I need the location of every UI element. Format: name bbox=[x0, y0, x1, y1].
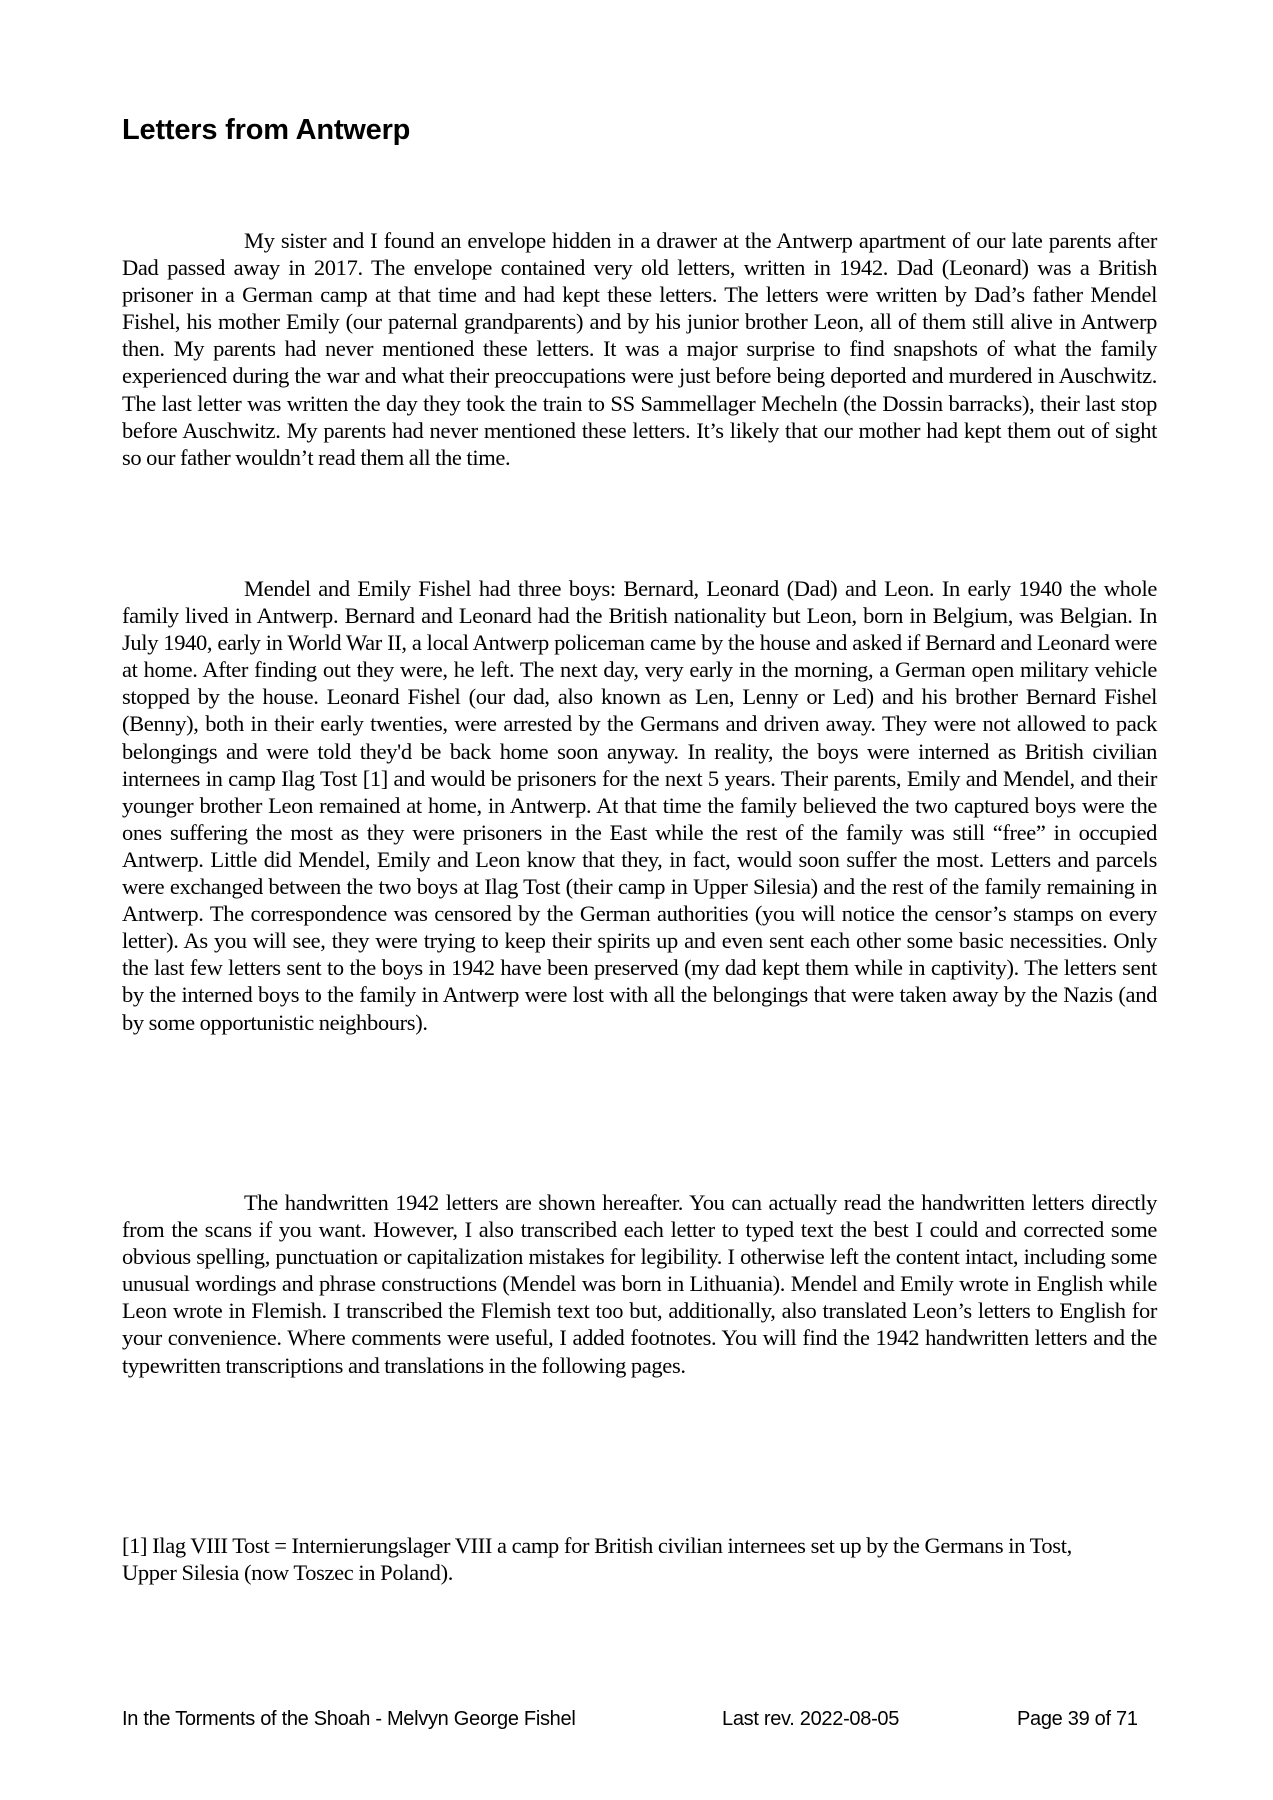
body-paragraph-family-history: Mendel and Emily Fishel had three boys: Bernard, Leonard (Dad) and Leon. In early 1940 the whole family lived in Antwerp. Bernard and Leonard had the British nationality but Leon, born in Belgium, was Belgian. In July 1940, early in World War II, a local Antwerp policeman came by the house and asked if Bernard and Leonard were at home. After finding out they were, he left. The next day, very early in the morning, a German open military vehicle stopped by the house. Leonard Fishel (our dad, also known as Len, Lenny or Led) and his brother Bernard Fishel (Benny), both in their early twenties, were arrested by the Germans and driven away. They were not allowed to pack belongings and were told they'd be back home soon anyway. In reality, the boys were interned as British civilian internees in camp Ilag Tost [1] and would be prisoners for the next 5 years. Their parents, Emily and Mendel, and their younger brother Leon remained at home, in Antwerp. At that time the family believed the two captured boys were the ones suffering the most as they were prisoners in the East while the rest of the family was still “free” in occupied Antwerp. Little did Mendel, Emily and Leon know that they, in fact, would soon suffer the most. Letters and parcels were exchanged between the two boys at Ilag Tost (their camp in Upper Silesia) and the rest of the family remaining in Antwerp. The correspondence was censored by the German authorities (you will notice the censor’s stamps on every letter). As you will see, they were trying to keep their spirits up and even sent each other some basic necessities. Only the last few letters sent to the boys in 1942 have been preserved (my dad kept them while in captivity). The letters sent by the interned boys to the family in Antwerp were lost with all the belongings that were taken away by the Nazis (and by some opportunistic neighbours). bbox=[122, 576, 1157, 1035]
body-paragraph-transcriptions: The handwritten 1942 letters are shown hereafter. You can actually read the handwritten letters directly from the scans if you want. However, I also transcribed each letter to typed text the best I could and corrected some obvious spelling, punctuation or capitalization mistakes for legibility. I otherwise left the content intact, including some unusual wordings and phrase constructions (Mendel was born in Lithuania). Mendel and Emily wrote in English while Leon wrote in Flemish. I transcribed the Flemish text too but, additionally, also translated Leon’s letters to English for your convenience. Where comments were useful, I added footnotes. You will find the 1942 handwritten letters and the typewritten transcriptions and translations in the following pages. bbox=[122, 1190, 1157, 1378]
footer-revision-date: Last rev. 2022-08-05 bbox=[722, 1708, 900, 1730]
body-paragraph-envelope: My sister and I found an envelope hidden in a drawer at the Antwerp apartment of our late parents after Dad passed away in 2017. The envelope contained very old letters, written in 1942. Dad (Leonard) was a British prisoner in a German camp at that time and had kept these letters. The letters were written by Dad’s father Mendel Fishel, his mother Emily (our paternal grandparents) and by his junior brother Leon, all of them still alive in Antwerp then. My parents had never mentioned these letters. It was a major surprise to find snapshots of what the family experienced during the war and what their preoccupations were just before being deported and murdered in Auschwitz. The last letter was written the day they took the train to SS Sammellager Mecheln (the Dossin barracks), their last stop before Auschwitz. My parents had never mentioned these letters. It’s likely that our mother had kept them out of sight so our father wouldn’t read them all the time. bbox=[122, 228, 1157, 470]
footnote-ilag-tost: [1] Ilag VIII Tost = Internierungslager VIII a camp for British civilian internees set up by the Germans in Tost, Upper Silesia (now Toszec in Poland). bbox=[122, 1533, 1072, 1586]
footer-book-title: In the Torments of the Shoah - Melvyn George Fishel bbox=[122, 1708, 576, 1730]
footer-page-number: Page 39 of 71 bbox=[1017, 1708, 1138, 1730]
page-title: Letters from Antwerp bbox=[122, 114, 411, 146]
